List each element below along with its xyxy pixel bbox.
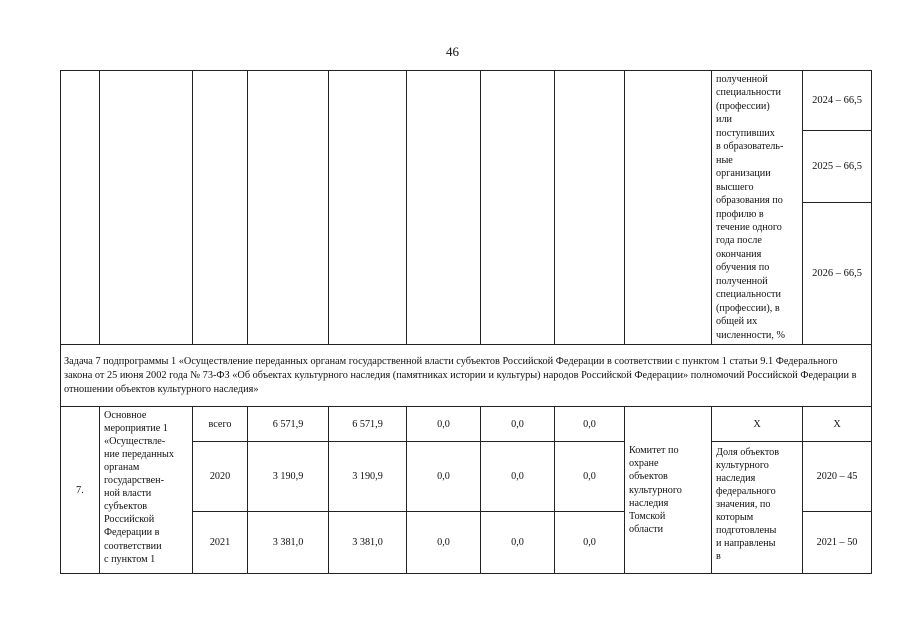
period-cell: 2021 (193, 512, 248, 574)
program-table (60, 70, 872, 574)
empty-cell (193, 71, 248, 345)
empty-cell (481, 71, 555, 345)
empty-cell (100, 71, 193, 345)
total-cell: 6 571,9 (248, 407, 329, 442)
local-cell: 0,0 (481, 512, 555, 574)
other-cell: 0,0 (555, 442, 625, 512)
local-cell: 0,0 (481, 442, 555, 512)
federal-cell: 3 381,0 (329, 512, 407, 574)
federal-cell: 3 190,9 (329, 442, 407, 512)
empty-cell (625, 71, 712, 345)
regional-cell: 0,0 (407, 442, 481, 512)
indicator-value-2025: 2025 – 66,5 (803, 131, 872, 203)
other-cell: 0,0 (555, 512, 625, 574)
indicator-value-2024: 2024 – 66,5 (803, 71, 872, 131)
indicator-description: полученной специальности (профессии) или поступивших в образователь- ные организации высшего образования по профилю в течение одного года после окончания обучения по полученной специальности (профессии), в общей их численности, % (712, 71, 803, 345)
continuation-row (61, 71, 872, 131)
indicator-x-cell: X (803, 407, 872, 442)
executor: Комитет по охране объектов культурного наследия Томской области (625, 407, 712, 574)
measure-row-total (61, 407, 872, 442)
measure-number: 7. (61, 407, 100, 574)
total-cell: 3 381,0 (248, 512, 329, 574)
task-text: Задача 7 подпрограммы 1 «Осуществление переданных органам государственной власти субъектов Российской Федерации в соответствии с пунктом 1 статьи 9.1 Федерального закона от 25 июня 2002 года № 73-ФЗ «Об объектах культурного наследия (памятниках истории и культуры) народов Российской Федерации» полномочий Российской Федерации в отношении объектов культурного наследия» (61, 345, 872, 407)
empty-cell (407, 71, 481, 345)
indicator-value-2021: 2021 – 50 (803, 512, 872, 574)
indicator-value-2026: 2026 – 66,5 (803, 203, 872, 345)
regional-cell: 0,0 (407, 407, 481, 442)
period-cell: всего (193, 407, 248, 442)
total-cell: 3 190,9 (248, 442, 329, 512)
empty-cell (248, 71, 329, 345)
task-row (61, 345, 872, 407)
indicator-value-2020: 2020 – 45 (803, 442, 872, 512)
empty-cell (61, 71, 100, 345)
other-cell: 0,0 (555, 407, 625, 442)
period-cell: 2020 (193, 442, 248, 512)
regional-cell: 0,0 (407, 512, 481, 574)
empty-cell (555, 71, 625, 345)
federal-cell: 6 571,9 (329, 407, 407, 442)
indicator-x-cell: X (712, 407, 803, 442)
local-cell: 0,0 (481, 407, 555, 442)
measure-name: Основное мероприятие 1 «Осуществле- ние переданных органам государствен- ной власти субъектов Российской Федерации в соответствии с пунктом 1 (100, 407, 193, 574)
page-number: 46 (446, 44, 459, 59)
empty-cell (329, 71, 407, 345)
indicator-description: Доля объектов культурного наследия федерального значения, по которым подготовлены и направлены в (712, 442, 803, 574)
